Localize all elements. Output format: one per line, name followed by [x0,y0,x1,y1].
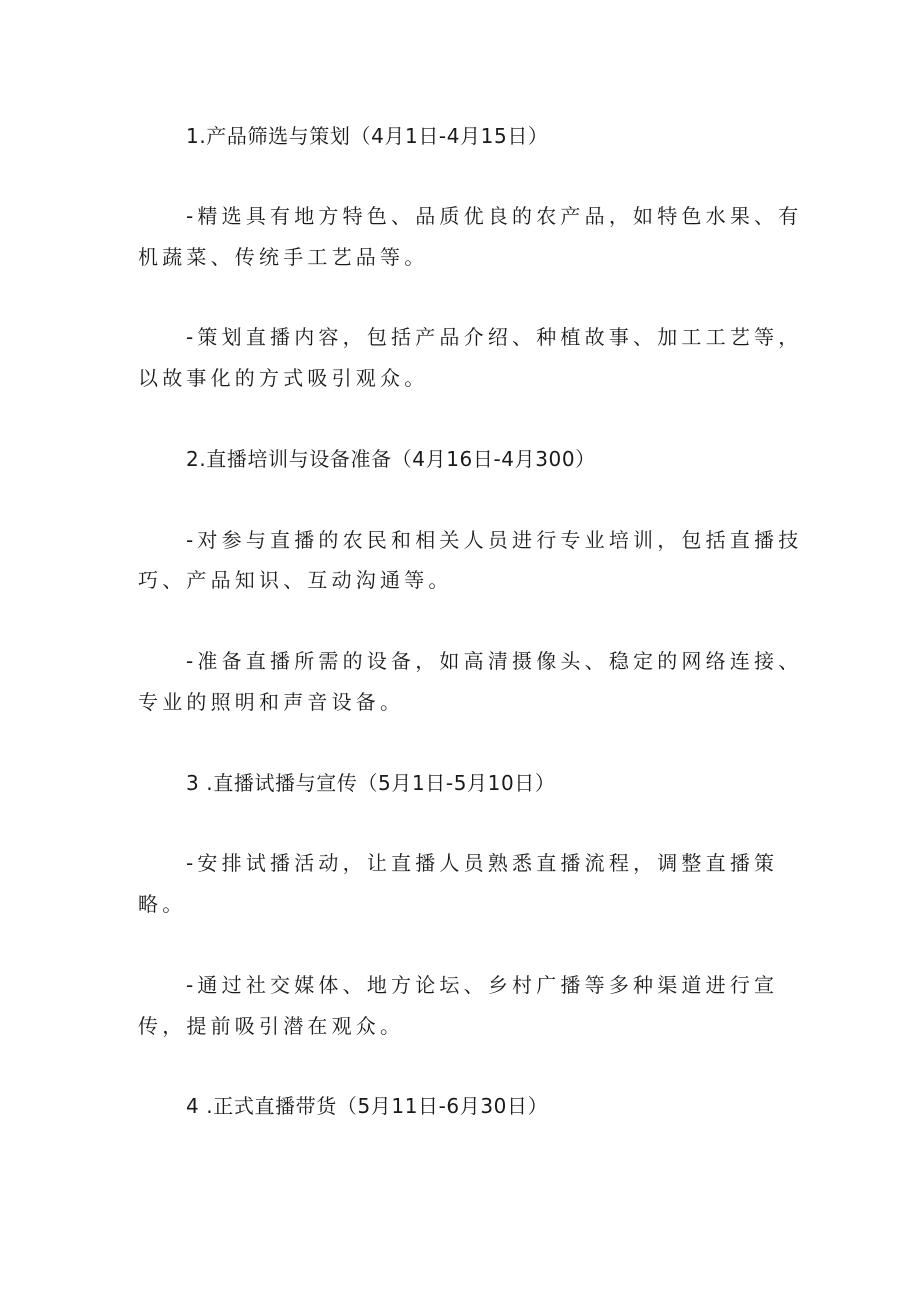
paragraph-line: 专业的照明和声音设备。 [138,690,405,714]
paragraph-line: 传，提前吸引潜在观众。 [138,1014,405,1038]
section-heading: 3 .直播试播与宣传（5月1日-5月10日） [186,771,556,795]
section-heading: 2.直播培训与设备准备（4月16日-4月300） [186,447,596,471]
paragraph-line: 巧、产品知识、互动沟通等。 [138,568,453,592]
paragraph-line: 略。 [138,892,187,916]
section-heading: 1.产品筛选与策划（4月1日-4月15日） [186,124,549,148]
paragraph-line: -通过社交媒体、地方论坛、乡村广播等多种渠道进行宣 [186,973,779,997]
section-heading: 4 .正式直播带货（5月11日-6月30日） [186,1094,549,1118]
paragraph-line: -对参与直播的农民和相关人员进行专业培训，包括直播技 [186,528,803,552]
paragraph-line: -准备直播所需的设备，如高清摄像头、稳定的网络连接、 [186,649,803,673]
paragraph-line: -精选具有地方特色、品质优良的农产品，如特色水果、有 [186,204,803,228]
paragraph-line: -策划直播内容，包括产品介绍、种植故事、加工工艺等， [186,325,803,349]
paragraph-line: 机蔬菜、传统手工艺品等。 [138,245,429,269]
paragraph-line: 以故事化的方式吸引观众。 [138,366,429,390]
paragraph-line: -安排试播活动，让直播人员熟悉直播流程，调整直播策 [186,851,779,875]
